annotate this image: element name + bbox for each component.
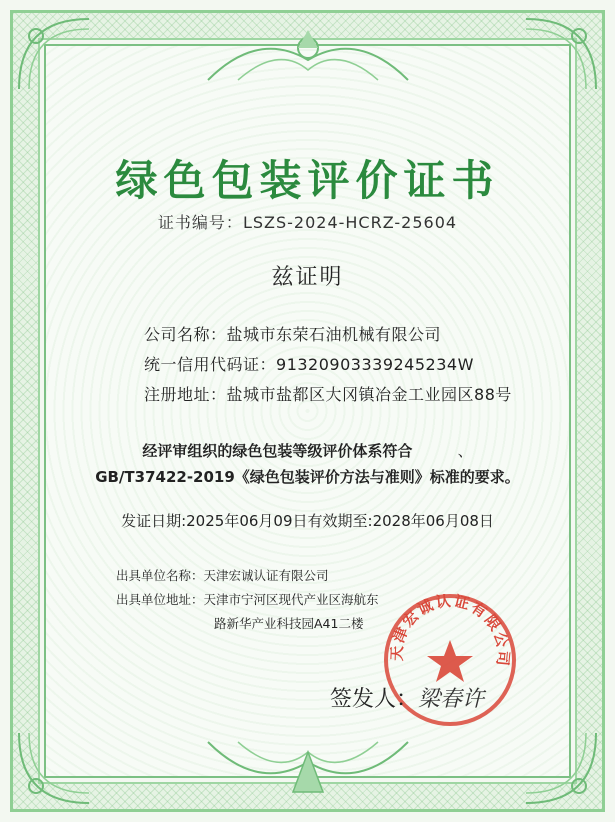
address-label: 注册地址： [144, 385, 227, 404]
company-info [144, 322, 574, 412]
address-row [144, 382, 574, 412]
issuer-address-line-2: 路新华产业科技园A41二楼 [214, 616, 364, 631]
company-name-row [144, 322, 574, 352]
certificate-number-label: 证书编号： [157, 213, 243, 232]
issuer-name-value: 天津宏诚认证有限公司 [203, 568, 329, 583]
bottom-ornament-icon [198, 732, 418, 802]
address-value: 盐城市盐都区大冈镇冶金工业园区88号 [226, 385, 512, 404]
signer-signature: 梁春许 [418, 687, 485, 712]
company-name-value: 盐城市东荣石油机械有限公司 [226, 325, 442, 344]
certificate-number-value: LSZS-2024-HCRZ-25604 [242, 213, 458, 232]
credit-code-label: 统一信用代码证： [144, 355, 277, 374]
corner-ornament-icon [521, 14, 601, 94]
issuer-address-label: 出具单位地址： [116, 592, 204, 607]
credit-code-row [144, 352, 574, 382]
credit-code-value: 91320903339245234W [276, 355, 474, 374]
issue-date-label: 发证日期: [121, 512, 187, 530]
certificate-number [0, 210, 615, 233]
corner-ornament-icon [14, 728, 94, 808]
issuer-address-line-1: 天津市宁河区现代产业区海航东 [203, 592, 379, 607]
seal-text: 天津宏诚认证有限公司 [387, 591, 513, 669]
corner-ornament-icon [521, 728, 601, 808]
statement-line-2: GB/T37422-2019《绿色包装评价方法与准则》标准的要求。 [95, 468, 520, 486]
valid-until-label: 有效期至: [307, 512, 373, 530]
statement-line-1 [0, 440, 615, 466]
issue-date-value: 2025年06月09日 [186, 512, 308, 530]
issuer-name-label: 出具单位名称： [116, 568, 204, 583]
issuer-name-row [116, 566, 436, 590]
certificate-title: 绿色包装评价证书 [115, 156, 500, 205]
hereby-certify: 兹证明 [271, 265, 344, 290]
statement-mark: 、 [457, 442, 473, 460]
conformity-statement [0, 440, 615, 492]
corner-ornament-icon [14, 14, 94, 94]
seal-star-icon [427, 640, 473, 682]
valid-until-value: 2028年06月08日 [372, 512, 494, 530]
signer [330, 682, 484, 713]
company-name-label: 公司名称： [144, 325, 227, 344]
signer-label: 签发人： [330, 687, 419, 712]
top-ornament-icon [198, 20, 418, 90]
validity-dates [0, 510, 615, 531]
statement-line-1-text: 经评审组织的绿色包装等级评价体系符合 [142, 442, 413, 460]
